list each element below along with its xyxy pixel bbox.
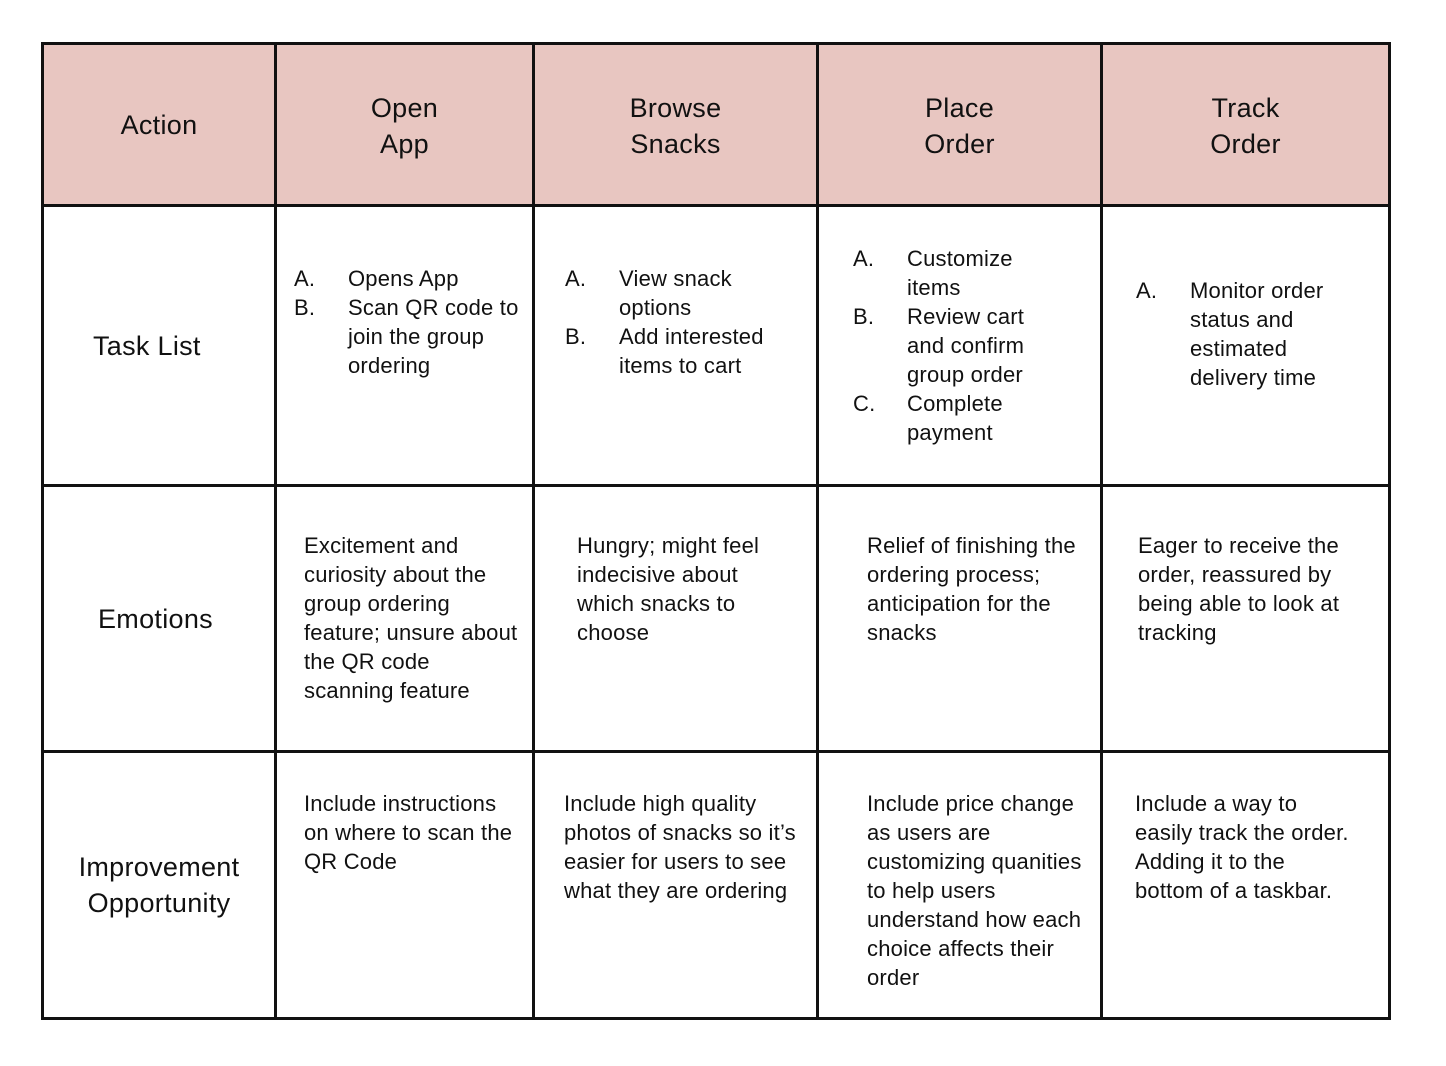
task-marker: B. xyxy=(853,304,875,329)
task-text: View snack options xyxy=(619,266,732,320)
emotion-cell-browse-snacks xyxy=(534,486,818,752)
header-track-order xyxy=(1102,44,1390,206)
task-cell-open-app xyxy=(276,206,534,486)
improvement-text: Include price change as users are customizing quanities to help users understand how each choice affects their order xyxy=(867,791,1082,990)
task-cell-place-order xyxy=(818,206,1102,486)
improvement-row xyxy=(43,752,1390,1019)
task-item xyxy=(294,264,532,293)
emotion-text: Hungry; might feel indecisive about which snacks to choose xyxy=(577,533,760,645)
task-text: Complete payment xyxy=(907,391,1003,445)
task-item xyxy=(565,264,816,322)
improvement-cell-track-order xyxy=(1102,752,1390,1019)
improvement-text: Include a way to easily track the order. Adding it to the bottom of a taskbar. xyxy=(1135,791,1349,903)
row-label-emotions-line-1: Emotions xyxy=(98,603,213,634)
emotion-text: Relief of finishing the ordering process; anticipation for the snacks xyxy=(867,533,1076,645)
emotion-cell-place-order xyxy=(818,486,1102,752)
task-list-row xyxy=(43,206,1390,486)
header-browse-snacks-line-2: Snacks xyxy=(630,128,721,159)
task-item xyxy=(853,244,1100,302)
row-label-task-list xyxy=(43,206,276,486)
row-label-improvement xyxy=(43,752,276,1019)
header-open-app-line-1: Open xyxy=(370,92,439,123)
task-marker: A. xyxy=(1136,278,1158,303)
row-label-emotions xyxy=(43,486,276,752)
header-place-order-line-2: Order xyxy=(924,128,995,159)
emotion-cell-track-order xyxy=(1102,486,1390,752)
header-row xyxy=(43,44,1390,206)
header-browse-snacks xyxy=(534,44,818,206)
task-item xyxy=(853,302,1100,389)
task-marker: B. xyxy=(294,295,316,320)
improvement-text: Include high quality photos of snacks so it’s easier for users to see what they are ordering xyxy=(564,791,796,903)
header-place-order xyxy=(818,44,1102,206)
header-open-app-line-2: App xyxy=(380,128,429,159)
task-text: Monitor order status and estimated delivery time xyxy=(1190,278,1324,390)
task-list xyxy=(294,264,532,380)
improvement-cell-browse-snacks xyxy=(534,752,818,1019)
task-cell-track-order xyxy=(1102,206,1390,486)
task-list xyxy=(1136,276,1388,392)
row-label-improvement-line-2: Opportunity xyxy=(87,888,231,918)
row-label-task-list-line-1: Task List xyxy=(93,330,201,361)
header-action xyxy=(43,44,276,206)
header-track-order-line-2: Order xyxy=(1210,128,1281,159)
task-text: Customize items xyxy=(907,246,1013,300)
task-marker: A. xyxy=(565,266,587,291)
task-cell-browse-snacks xyxy=(534,206,818,486)
header-action-line-1: Action xyxy=(120,109,198,140)
improvement-cell-place-order xyxy=(818,752,1102,1019)
task-item xyxy=(853,389,1100,447)
emotions-row xyxy=(43,486,1390,752)
header-open-app xyxy=(276,44,534,206)
header-browse-snacks-line-1: Browse xyxy=(629,92,722,123)
task-list xyxy=(853,244,1100,447)
task-text: Opens App xyxy=(348,266,459,291)
task-text: Add interested items to cart xyxy=(619,324,764,378)
task-text: Scan QR code to join the group ordering xyxy=(348,295,519,378)
task-item xyxy=(294,293,532,380)
improvement-cell-open-app xyxy=(276,752,534,1019)
task-text: Review cart and confirm group order xyxy=(907,304,1025,387)
user-journey-map-table xyxy=(41,42,1391,1020)
emotion-cell-open-app xyxy=(276,486,534,752)
row-label-improvement-line-1: Improvement xyxy=(78,852,240,882)
header-place-order-line-1: Place xyxy=(924,92,995,123)
task-marker: B. xyxy=(565,324,587,349)
improvement-text: Include instructions on where to scan the QR Code xyxy=(304,791,513,874)
task-list xyxy=(565,264,816,380)
emotion-text: Excitement and curiosity about the group ordering feature; unsure about the QR code scanning feature xyxy=(304,533,518,703)
task-marker: C. xyxy=(853,391,876,416)
task-item xyxy=(565,322,816,380)
task-item xyxy=(1136,276,1388,392)
task-marker: A. xyxy=(294,266,316,291)
task-marker: A. xyxy=(853,246,875,271)
header-track-order-line-1: Track xyxy=(1211,92,1280,123)
emotion-text: Eager to receive the order, reassured by being able to look at tracking xyxy=(1138,533,1340,645)
